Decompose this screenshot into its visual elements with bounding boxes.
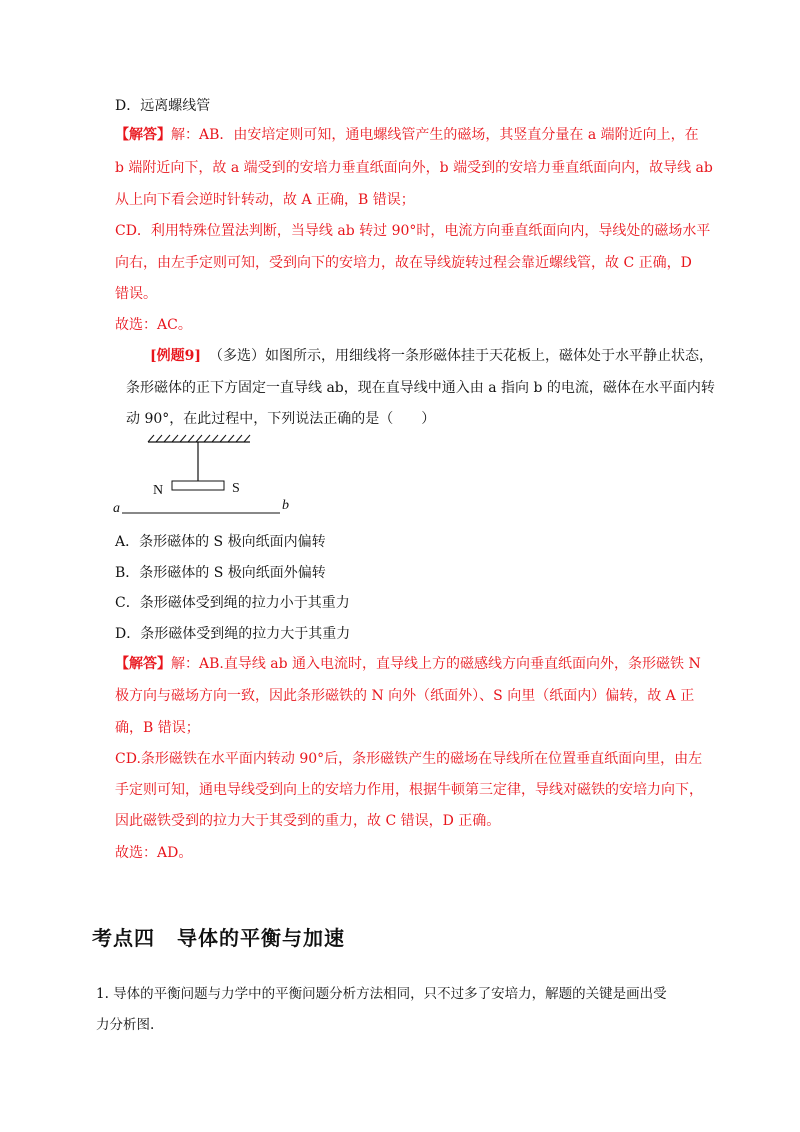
example9-tag: [例题9]	[150, 348, 201, 364]
item1-line: 1. 导体的平衡问题与力学中的平衡问题分析方法相同，只不过多了安培力，解题的关键是画出受	[96, 986, 667, 1002]
answer-line: CD.条形磁铁在水平面内转动 90°后，条形磁铁产生的磁场在导线所在位置垂直纸面向里，由左	[115, 751, 703, 767]
section-title: 导体的平衡与加速	[177, 926, 345, 950]
option-d-prev: D．远离螺线管	[115, 98, 211, 114]
answer-tag: 【解答】	[115, 656, 171, 672]
answer-block	[115, 655, 701, 673]
answer-tag: 【解答】	[115, 127, 171, 143]
option-c: C．条形磁体受到绳的拉力小于其重力	[115, 595, 350, 611]
stem-line: 条形磁体的正下方固定一直导线 ab，现在直导线中通入由 a 指向 b 的电流，磁体在水平面内转	[126, 380, 715, 396]
answer-line: 错误。	[115, 286, 157, 302]
option-a: A．条形磁体的 S 极向纸面内偏转	[115, 534, 326, 550]
magnet-wire-figure	[110, 432, 310, 522]
section-number: 考点四	[92, 926, 155, 950]
answer-line: 解：AB.直导线 ab 通入电流时，直导线上方的磁感线方向垂直纸面向外，条形磁铁 N	[171, 656, 701, 672]
answer-line: b 端附近向下，故 a 端受到的安培力垂直纸面向外，b 端受到的安培力垂直纸面向内，故导线 ab	[115, 160, 713, 176]
answer-line: 解：AB．由安培定则可知，通电螺线管产生的磁场，其竖直分量在 a 端附近向上，在	[171, 127, 699, 143]
answer-line: 确，B 错误；	[115, 720, 200, 736]
answer-line: 向右，由左手定则可知，受到向下的安培力，故在导线旋转过程会靠近螺线管，故 C 正确，D	[115, 255, 692, 271]
item1-line: 力分析图.	[96, 1017, 155, 1033]
conclusion-prev: 故选：AC。	[115, 317, 192, 333]
section-heading	[92, 922, 345, 951]
answer-line: CD．利用特殊位置法判断，当导线 ab 转过 90°时，电流方向垂直纸面向内，导线处的磁场水平	[115, 223, 711, 239]
pole-n-label: N	[153, 483, 164, 498]
option-d: D．条形磁体受到绳的拉力大于其重力	[115, 626, 351, 642]
answer-block-prev	[115, 126, 699, 144]
bar-magnet	[172, 481, 224, 490]
conclusion: 故选：AD。	[115, 845, 193, 861]
example9-stem-first	[150, 347, 713, 365]
answer-line: 因此磁铁受到的拉力大于其受到的重力，故 C 错误，D 正确。	[115, 813, 501, 829]
option-b: B．条形磁体的 S 极向纸面外偏转	[115, 565, 326, 581]
answer-line: 极方向与磁场方向一致，因此条形磁铁的 N 向外（纸面外）、S 向里（纸面内）偏转，故 A 正	[115, 688, 695, 704]
pole-s-label: S	[232, 481, 240, 496]
answer-line: 手定则可知，通电导线受到向上的安培力作用，根据牛顿第三定律，导线对磁铁的安培力向下，	[115, 782, 703, 798]
stem-line: 动 90°，在此过程中，下列说法正确的是（ ）	[126, 411, 436, 427]
stem-line: （多选）如图所示，用细线将一条形磁体挂于天花板上，磁体处于水平静止状态，	[209, 348, 713, 364]
ceiling-hatch	[148, 435, 250, 442]
wire-end-a-label: a	[113, 501, 120, 516]
wire-end-b-label: b	[282, 498, 289, 513]
answer-line: 从上向下看会逆时针转动，故 A 正确，B 错误；	[115, 192, 415, 208]
